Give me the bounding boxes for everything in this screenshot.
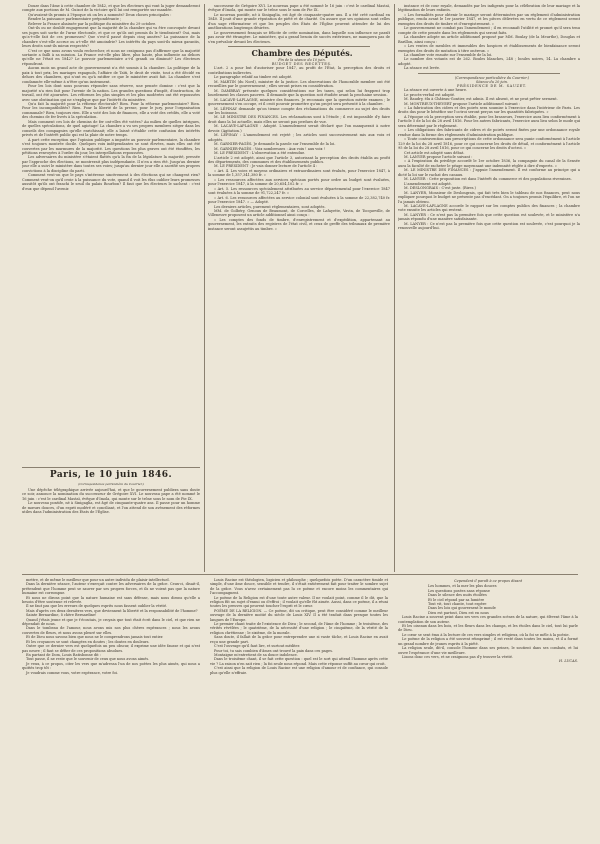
paragraph: Les adversaires du ministère s'étaient flattés qu'à la fin de la législature la majorité, pressée par l'approche des élections, se montrerait plus indépendante. Il n'en a rien été. Jusqu'au dernier jour elle a suivi le ministère dans toutes ses voies; jusqu'au dernier jour elle a sacrifié ses propres convictions à la discipline du parti.	[22, 155, 200, 173]
dateline: Paris, le 10 juin 1846.	[49, 470, 173, 480]
paragraph: « Les formalités pour obtenir le mariage seront déterminées par un règlement d'administration publique, rendu avant le 1er janvier 1847, et les pièces délivrées en vertu de ce règlement seront exemptes des droits de timbre et d'enregistrement. »	[398, 12, 580, 26]
paragraph: La séance est ouverte à une heure.	[404, 88, 468, 93]
paragraph: En partant de Dom, Louis Ratisbonne dit :	[26, 652, 102, 657]
paragraph: M. LACAVE-LAPLAGNE accorde le rapport sur les comptes publics des finances ; la chambre vote ensuite les articles qui restent.	[398, 203, 580, 213]
feuilleton-column-1	[22, 578, 200, 840]
session-date: Séance du 20 juin.	[476, 79, 508, 84]
paragraph: Mais d'après ces deux dernières vers, que deviennent la liberté et la responsabilité de l'homme?	[26, 608, 198, 613]
paragraph: L'art. 2 a pour but d'autoriser pour 1847, au profit de l'État, la perception des droits et contributions indirectes.	[208, 66, 390, 75]
paragraph: A l'époque où la perception sera établie, pour les brasseurs, l'exercice aura lieu conformément à l'article 5 de la loi du 28 avril 1816. Pour les autres fabricants, l'exercice aura lieu selon le mode qui sera déterminé par le règlement.	[398, 114, 580, 128]
paragraph: M. DESLONGRAIS : C'est juste. (Rires.)	[404, 186, 476, 191]
paragraph: « Art. 6. Les ressources affectées au service colonial sont évaluées à la somme de 22,382,740 fr. pour l'exercice 1847. » — Adopté.	[208, 195, 390, 205]
paragraph: Louis Racine est théologien, logicien et philosophe ; quelquefois poète. D'un caractère timide et simple, d'une âme douce, sensible et tendre, il s'était entièrement fait pour traiter le sombre sujet de la grâce. Vous n'avez certainement pas lu ce poème et encore moins les commentaires qui l'accompagnent.	[210, 578, 388, 596]
paragraph: « A l'expiration du privilège accordé le 1er octobre 1836, la compagnie du canal de la Sensée aura la faculté de racheter le péage moyennant une indemnité réglée à dire d'experts. »	[398, 159, 580, 168]
paragraph: « Toute contravention aux prescriptions de cette ordonnance sera punie conformément à l'article 129 de la loi du 28 avril 1816, pour ce qui concerne les droits de détail, et conformément à l'article 95 de la loi du 28 avril 1816, pour ce qui concerne les droits d'octroi. »	[398, 137, 580, 151]
paragraph: C'est ce que nous avons voulu rechercher, et nous ne craignons pas d'affirmer que la majorité sortante a failli à sa mission. La France est-elle plus libre, plus haute, plus influente au dehors qu'elle ne l'était en 1842? Le pouvoir parlementaire a-t-il grandi ou diminué? Les électeurs répondront.	[22, 48, 200, 66]
paragraph: M. LE PRÉSIDENT : L'observation a été entendue.	[214, 151, 306, 156]
paragraph: Et le ciel répond par sa lumière	[428, 597, 485, 602]
paragraph: M. LACAVE-LAPLAGNE, ministre des finances. Je reconnais que la question mérite examen ; le gouvernement s'en occupe, et il croit pouvoir promettre qu'un projet sera présenté à la chambre.	[208, 97, 390, 107]
paragraph: Le poème de la religion a été souvent réimprimé ; il est resté dans toutes les mains, et il a formé un grand nombre de jeunes esprits à la piété.	[398, 637, 578, 646]
paragraph: Le cœur se sent ému à la lecture de ces vers simples et religieux, où la foi se mêle à la poésie.	[402, 632, 570, 637]
presidency: PRÉSIDENCE DE M. SAUZET.	[456, 83, 528, 88]
paragraph: M. MARTIN (du Nord), ministre de la justice. Les observations de l'honorable membre ont été recueillies par le gouvernement ; elles seront prises en considération.	[208, 79, 390, 89]
paragraph: M. LE MINISTRE DES FINANCES : J'appuie l'amendement. Il est conforme au principe qui a dicté la loi sur le rachat des canaux.	[398, 168, 580, 177]
paragraph: La séance est levée.	[404, 66, 441, 71]
budget-heading: BUDGET DES RECETTES.	[271, 62, 333, 67]
paragraph: M. MONTREUX-THEVERT propose l'article additionnel suivant :	[404, 101, 521, 106]
chamber-subheading: Fin de la séance du 10 juin.	[278, 58, 326, 63]
feuilleton-column-3	[398, 578, 578, 840]
paragraph: « Les ventes de meubles et immeubles des hospices et établissements de bienfaisance seront exemptes des droits de mutation à titre onéreux. »	[398, 44, 580, 53]
paragraph: M. LANYER : Ce n'est pas la première fois que cette question est soulevée, c'est pourquoi je la renouvelle aujourd'hui.	[398, 221, 580, 231]
paragraph: C'est l'ouvrage qu'il faut lire, et surtout méditer.	[214, 644, 301, 649]
paragraph: mettre, et de même le meilleur que pour un autre individu de plaisir intellectuel.	[26, 578, 170, 582]
paragraph: Les derniers articles, purement réglementaires, sont adoptés.	[214, 204, 326, 209]
paragraph: Douze dans l'âme à cette chambre de 1842, et que les électeurs qui vont la juger demanderont compte aux portions de M. Guizot de la victoire qu'il lui ont remportée sur mandée.	[22, 4, 200, 13]
paragraph: Dans les lois qui gouvernent le monde	[428, 606, 496, 611]
paragraph: Et les croyances se sont changées en doutes ; les doutes en douleurs.	[26, 639, 150, 644]
separator	[418, 73, 560, 74]
paragraph: MM. de Golbéry, Genoux de Beaumont, de Corcelles, de Lafayette, Vavin, de Tocqueville, de Villeneuve proposent un article additionnel ainsi conçu :	[208, 208, 390, 218]
paragraph: M. Baudry, élu à Château-Gontier, est admis. Il est absent, et ne peut prêter serment.	[404, 97, 558, 102]
paragraph: M. DAMBRAY présente quelques considérations sur les taxes, qui selon lui frappent trop lourdement les classes pauvres. Il demande que la question soit étudiée avant la prochaine session.	[208, 88, 390, 98]
paragraph: M. LÉPINAY demande qu'on tienne compte des réclamations du commerce au sujet des droits sur les boissons.	[208, 106, 390, 116]
paragraph: M. LÉPINAY : L'amendement est rejeté ; les articles sont successivement mis aux voix et adoptés.	[208, 133, 390, 142]
paragraph: La chambre vote ensuite sur l'ensemble de la loi.	[404, 52, 493, 57]
paragraph: « Les comptes des fonds de timbre, d'enregistrement et d'expédition, appartenant au gouvernement, les extraits des registres de l'état civil, et ceux de greffe des tribunaux de première instance seront assujettis au timbre. »	[208, 217, 390, 231]
paragraph: La chambre adopte un article additionnel proposé par MM. Boulay (de la Meurthe), Douglas et Barillon, ainsi conçu :	[398, 35, 580, 44]
paragraph: Le premier chant traite de l'existence de Dieu ; le second, de l'âme de l'homme ; le troisième, des vérités révélées ; le quatrième, de la nécessité d'une religion ; le cinquième, de la vérité de la religion chrétienne ; le sixième, de la morale.	[210, 622, 388, 635]
paragraph: Tout passe, il ne reste que le souvenir de ceux que nous avons aimés.	[26, 657, 150, 662]
paragraph: Le nouveau pontife, né à Sinigaglia, est âgé de cinquante-quatre ans. Il a été créé cardinal en 1840. Il jouit d'une grande réputation de piété et de charité. On assure que ses opinions sont celles d'un sage réformateur et que les peuples des États de l'Église peuvent attendre de lui des améliorations longtemps désirées.	[208, 12, 390, 31]
paragraph: Le nombre des votants est de 262. Boules blanches, 248 ; boules noires, 14. La chambre a adopté.	[398, 57, 580, 66]
paragraph: Sainte Bernardine, ô chère Bernardine!	[26, 613, 97, 618]
paragraph: « Art. 4. Les voies et moyens ordinaires et extraordinaires sont évalués, pour l'exercice 1847, à la somme de 1,357,341,380 fr. »	[208, 168, 390, 178]
separator	[228, 46, 370, 47]
paragraph: Qu'a fait la majorité pour la réforme électorale? Rien. Pour la réforme parlementaire? Rien. Pour les incompatibilités? Rien. Pour la liberté de la presse, pour le jury, pour l'organisation communale? Rien, toujours rien. Elle a voté des lois de finances, elle a voté des crédits, elle a voté des chemins de fer livrés à la spéculation.	[22, 101, 200, 120]
paragraph: Outre que ce dernier vers est quelquefois un peu obscur, il exprime une idée fausse et qui n'est pas neuve ; il faut se défier de ces propositions absolues.	[22, 644, 200, 653]
paragraph: Dans le tombeau de l'amour, nous avons mis nos plus chères espérances ; nous les avons couvertes de fleurs, et nous avons pleuré sur elles.	[22, 626, 200, 635]
paragraph: successeur de Grégoire XVI. Le nouveau pape a été nommé le 16 juin : c'est le cardinal Mastaï, évêque d'Imola, qui monte sur le trône sous le nom de Pie IX.	[208, 4, 390, 13]
paragraph: La religion seule, dit-il, console l'homme dans ses peines, le soutient dans ses combats, et lui ouvre l'espérance d'une vie meilleure.	[398, 646, 578, 655]
paragraph: Dieu est partout, Dieu est en nous	[428, 610, 489, 615]
paragraph: Quand j'étais jeune et que je t'écoutais, je croyais que tout était écrit dans le ciel, et que rien ne dépendait de nous.	[22, 617, 200, 627]
paragraph: Et les oiseaux dans les bois, et les fleurs dans les champs, et les étoiles dans le ciel, tout lui parle de Dieu.	[398, 624, 578, 633]
feuilleton-column-2	[210, 578, 388, 840]
paragraph: Dans le troisième chant, il se fait cette question : quel est le sort qui attend l'homme après cette vie ? La raison n'en sait rien ; la foi seule nous répond. Mais cette réponse suffit au cœur qui croit.	[210, 657, 388, 666]
paragraph: Il ne faut pas que les erreurs de quelques esprits nous fassent oublier la vérité.	[26, 604, 168, 609]
column-2	[208, 4, 390, 470]
paragraph: Le nouveau pontife, né à Sinigaglia, est âgé de cinquante-quatre ans. Il passe pour un homme de mœurs douces, d'un esprit modéré et conciliant, et l'on attend de son avènement des réformes utiles dans l'administration des États de l'Église.	[22, 501, 200, 515]
paragraph: Et nous ne dirons point que la nature humaine est sans défense, mais nous dirons qu'elle a besoin d'être soutenue et relevée.	[22, 595, 200, 605]
column-rule	[394, 4, 395, 572]
paragraph: Comment veut-on que le pays s'intéresse sincèrement à des élections qui ne changent rien? Comment veut-on qu'il croie à la puissance du vote, quand il voit les élus oublier leurs promesses aussitôt qu'ils ont franchi le seuil du palais Bourbon? Il faut que les électeurs le sachent : c'est d'eux que dépend l'avenir.	[22, 173, 200, 191]
paragraph: Je veux, à ce propos, citer les vers que m'adressa l'un de nos poètes les plus aimés, qui nous a quittés trop tôt :	[22, 661, 200, 671]
paragraph: A part cette exception que l'opinion publique a imputée au pouvoir parlementaire, la chambre s'est toujours montrée docile. Quelques voix indépendantes se sont élevées, mais elles ont été couvertes par les murmures de la majorité. Les questions les plus graves ont été étouffées, les pétitions renvoyées à l'ordre du jour, les interpellations repoussées.	[22, 137, 200, 155]
paragraph: POÈME DE LA RELIGION. — Ce poème, dit un critique, peut être considéré comme le meilleur ouvrage de la dernière moitié du siècle de Louis XIV. Il a été traduit dans presque toutes les langues de l'Europe.	[210, 608, 388, 622]
paragraph: M. LANYER, Monsieur de Deslongrais, qui fait très bien le tableau de nos finances, peut nous expliquer pourquoi le budget ne présente pas d'excédant. On a toujours promis l'équilibre, et l'on ne l'a jamais obtenu.	[398, 190, 580, 204]
paragraph: instance et de cour royale, demandés par les indigents pour la célébration de leur mariage et la légitimation de leurs enfants.	[398, 4, 580, 13]
paragraph: Le poème de la Religion est d'une toute autre valeur. Il ne voulait point, comme il le dit, que la religion fût un sujet d'ennui ou d'effroi ; il voulait qu'elle fût aimée. Aussi, dans ce poème, il a réuni toutes les preuves qui peuvent toucher l'esprit et le cœur.	[210, 595, 388, 609]
paragraph: Pour toi, tu sais combien d'âmes ont trouvé la paix dans ces pages.	[214, 648, 333, 653]
correspondence-heading: (Correspondance particulière du Courrier.)	[454, 75, 530, 80]
paragraph: « Les obligations des fabricants de cidres et de poirés seront fixées par une ordonnance royale rendue dans la forme des règlements d'administration publique.	[398, 128, 580, 137]
paragraph: M. LANYER : Cette proposition est dans l'intérêt du commerce et des populations riveraines.	[404, 177, 572, 182]
feuilleton	[22, 578, 578, 840]
paragraph: Louis Racine a souvent peint dans ses vers ces grandes scènes de la nature, qui élèvent l'âme à la contemplation de son auteur.	[398, 615, 578, 624]
paragraph: « Les ressources affectées aux services spéciaux portés pour ordre au budget sont évaluées, pour l'exercice 1847, à la somme de 20,654,102 fr. »	[208, 177, 390, 187]
paragraph: L'amendement est adopté.	[404, 181, 452, 186]
column-1	[22, 4, 200, 470]
paragraph: Les hommes, et la mer les plus douces	[428, 584, 497, 589]
column-1-continued	[22, 488, 200, 572]
paragraph: Ont-ils ou ne doublé engagement que la majorité de la chambre qui va être convoquée devant ses juges soit sortie de l'urne électorale, et que ce qu'ils ont promis ils le tiendraient? Oui, mais qu'a-t-elle fait de ces promesses? Que s'est-il passé depuis cinq années? La puissance de la chambre s'est-elle accrue ou a-t-elle été amoindrie? Les intérêts du pays sont-ils mieux garantis, leurs droits sont-ils mieux respectés?	[22, 26, 200, 49]
paragraph: Qu'avaient-ils promis à l'époque où on les a nommés? Deux choses principales :	[28, 12, 172, 17]
signature: H. LUCAS.	[559, 659, 578, 664]
paragraph: M. LE PRÉSIDENT : Je vais donner lecture de l'article 4 :	[214, 164, 318, 169]
verse-title: Cependant il paraît à ce propos disant	[453, 579, 523, 583]
paragraph: M. LANYER propose l'article suivant :	[404, 155, 473, 159]
paragraph: Mais comment ces lois de chemins de fer ont-elles été votées? Au milieu de quelles intrigues, de quelles spéculations, de quel agiotage! La chambre a vu ses propres membres siéger dans les conseils des compagnies qu'elle enrichissait; elle a laissé s'établir cette confusion des intérêts privés et de l'intérêt public qui est la plaie de notre temps.	[22, 119, 200, 138]
paragraph: M. GARNIER-PAGÈS : Voix nombreuses : Aux voix ! aux voix !	[214, 146, 326, 151]
paragraph: C'est ainsi que la religion de Louis Racine est une religion d'amour et de confiance, qui console plus qu'elle n'effraie.	[210, 666, 388, 675]
paragraph: Sans doute, il fallait de la grâce pour entreprendre une si vaste tâche, et Louis Racine en avait reçu une grande part.	[210, 635, 388, 644]
column-rule	[204, 4, 205, 572]
paragraph: Lisons donc ces vers, et ne craignons pas d'y trouver la vérité.	[402, 654, 514, 659]
paragraph: Relever la France abaissée par la politique du ministère du 29 octobre.	[28, 21, 157, 26]
paragraph: « La fabrication des cidres et des poirés sera soumise à l'exercice dans l'intérieur de Paris. Les droits dus pour le bénéfice sur l'octroi seront perçus sur les quantités fabriquées. »	[398, 106, 580, 115]
paragraph: Le procès-verbal est adopté.	[404, 92, 456, 97]
paragraph: Dans la dernière séance, l'auteur s'exerçait contre les adversaires de la grâce. Ceux-ci, disait-il, prétendent que l'homme peut se sauver par ses propres forces, et ils ne voient pas que la nature humaine est corrompue.	[22, 582, 200, 596]
dateline-subtitle: (Correspondance particulière du Courrier.)	[78, 482, 144, 486]
paragraph: Tout vit, tout chante, tout espère	[428, 602, 487, 607]
paragraph: Le gouvernement ne combat pas l'amendement ; il en reconnaît l'utilité et promet qu'il sera tenu compte de cette pensée dans les règlements qui seront faits.	[398, 26, 580, 35]
paragraph: Pour les lois dont nous pouvons répondre sans réserve, une pensée domine : c'est que la majorité n'a rien fait pour l'avenir de la nation. Les grandes questions d'impôt, d'instruction, de travail, ont été ajournées. Les réformes les plus simples et les plus modérées ont été repoussées avec une obstination qui ne s'explique que par l'intérêt du ministère.	[22, 84, 200, 102]
paragraph: Rendre la puissance parlementaire prépondérante ;	[28, 17, 122, 22]
paragraph: M. LACAVE-LAPLAGNE : Adopté. L'amendement serait déclaré que l'on manquerait à notre devoir. (Agitation.)	[208, 124, 390, 133]
paragraph: Je voudrais comme vous, votre espérance, votre foi.	[26, 670, 118, 675]
paragraph: Le paragraphe relatif au timbre est adopté.	[214, 75, 293, 80]
paragraph: Une dépêche télégraphique arrivée aujourd'hui, et que le gouvernement publiera sans doute ce soir, annonce la nomination du successeur de Grégoire XVI. Le nouveau pape a été nommé le 16 juin : c'est le cardinal Mastaï, évêque d'Imola, qui monte sur le trône sous le nom de Pie IX.	[22, 488, 200, 501]
paragraph: M. LANYER : Ce n'est pas la première fois que cette question est soulevée, et le ministère n'a jamais répondu d'une manière satisfaisante.	[398, 212, 580, 222]
paragraph: Dans le silence des nuits étoilées	[428, 593, 487, 598]
column-3	[398, 4, 580, 470]
paragraph: « Art. 5. Les ressources spécialement attribuées au service départemental pour l'exercice 1847 sont évaluées à la somme de 91,722,247 fr. »	[208, 186, 390, 196]
section-rule	[22, 467, 200, 468]
paragraph: Le gouvernement français se félicite de cette nomination, dans laquelle son influence ne paraît pas avoir été étrangère. Le ministère, qui a grand besoin de succès extérieurs, ne manquera pas de s'en prévaloir devant les électeurs.	[208, 30, 390, 44]
chamber-heading: Chambre des Députés.	[251, 48, 353, 59]
paragraph: M. GARNIER-PAGÈS. Je demande la parole sur l'ensemble de la loi.	[214, 142, 336, 147]
feuilleton-rule	[22, 574, 578, 575]
paragraph: L'article 2 est adopté, ainsi que l'article 3, autorisant la perception des droits établis au profit des départements, des communes et des établissements publics.	[208, 155, 390, 164]
paragraph: Montaigne m'entretient de sa douce indolence.	[214, 652, 298, 657]
paragraph: Les questions posées sans réponse	[428, 588, 490, 593]
paragraph: Cet article est adopté sans débat.	[404, 150, 465, 155]
paragraph: M. LE MINISTRE DES FINANCES. Les réclamations sont à l'étude ; il est impossible d'y faire droit dans la loi actuelle, mais elles ne seront pas perdues de vue.	[208, 115, 390, 124]
paragraph: Aucun mois un grand acte de gouvernement n'a été soumis à la chambre. La politique de la paix à tout prix, les mariages espagnols, l'affaire de Taïti, le droit de visite, tout a été décidé en dehors des chambres, qui n'ont eu qu'à ratifier ce que le ministère avait fait. La chambre s'est condamnée elle-même à n'être qu'un instrument.	[22, 66, 200, 84]
paragraph: Et de Dieu nous savons bien que nous ne le comprendrons jamais tout entier.	[26, 635, 164, 640]
